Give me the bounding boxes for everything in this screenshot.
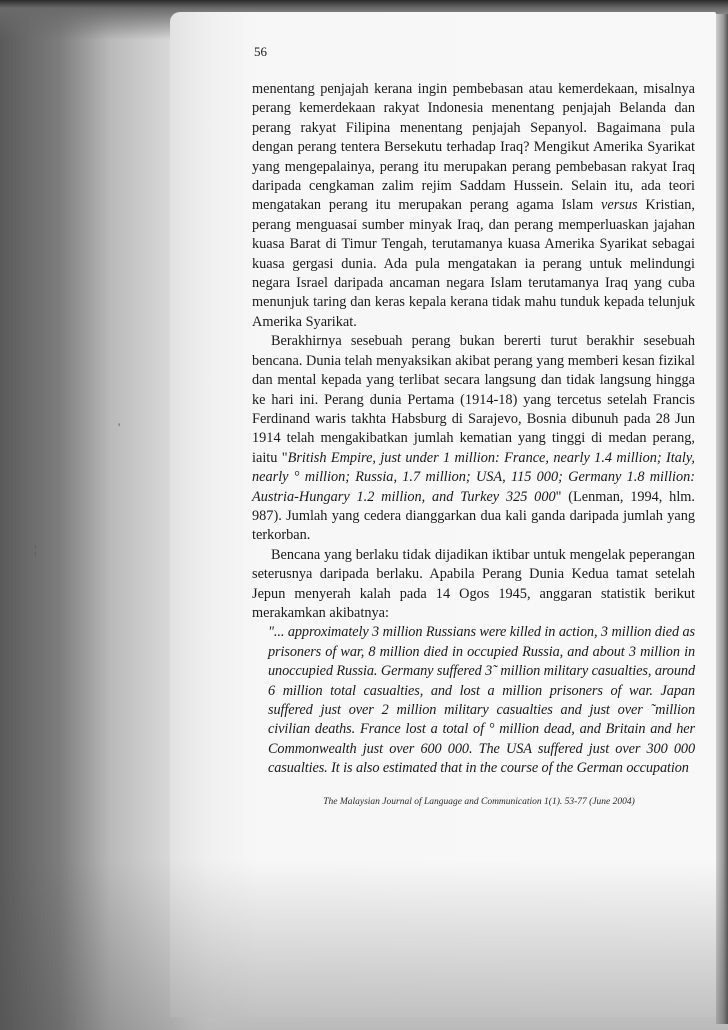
journal-footer: The Malaysian Journal of Language and Communication 1(1). 53-77 (June 2004) — [323, 797, 635, 807]
paragraph-1-rest: Kristian, perang menguasai sumber minyak Iraq, dan perang memperluaskan jajahan kuasa Barat di Timur Tengah, terutamanya kuasa Amerika Syarikat sebagai kuasa gergasi dunia. Ada pula mengatakan ia perang untuk melindungi negara Israel daripada ancaman negara Islam terutamanya Iraq yang cuba menunjuk taring dan keras kepala kerana tidak mahu tunduk kepada telunjuk Amerika Syarikat. — [252, 197, 695, 330]
body-text — [252, 80, 695, 779]
scan-bottom-shade — [0, 860, 728, 1030]
paragraph-2-text-b: " (Lenman, 1994, hlm. 987). Jumlah yang cedera dianggarkan dua kali ganda daripada jumlah yang terkorban. — [252, 488, 695, 544]
casualty-list-italic: British Empire, just under 1 million: France, nearly 1.4 million; Italy, nearly ° million; Russia, 1.7 million; USA, 115 000; Germany 1.8 million: Austria-Hungary 1.2 million, and Turkey 325 000 — [252, 449, 695, 505]
versus-italic: versus — [601, 197, 638, 214]
margin-mark: ' — [118, 420, 121, 434]
paragraph-3: Bencana yang berlaku tidak dijadikan iktibar untuk mengelak peperangan seterusnya daripada berlaku. Apabila Perang Dunia Kedua tamat setelah Jepun menyerah kalah pada 14 Ogos 1945, anggaran statistik berikut merakamkan akibatnya: — [252, 546, 695, 621]
paragraph-2 — [252, 332, 695, 545]
paragraph-1 — [252, 80, 695, 332]
paragraph-2-text-a: Berakhirnya sesebuah perang bukan bererti turut berakhir sesebuah bencana. Dunia telah menyaksikan akibat perang yang memberi kesan fizikal dan mental kepada yang terlibat secara langsung dan tidak langsung hingga ke hari ini. Perang dunia Pertama (1914-18) yang tercetus setelah Francis Ferdinand waris takhta Habsburg di Sarajevo, Bosnia dibunuh pada 28 Jun 1914 telah mengakibatkan jumlah kematian yang tinggi di medan perang, iaitu " — [252, 333, 695, 466]
margin-mark: ¦ — [34, 542, 37, 556]
block-quote: "... approximately 3 million Russians were killed in action, 3 million died as prisoners of war, 8 million died in occupied Russia, and about 3 million in unoccupied Russia. Germany suffered 3˜ million military casualties, around 6 million total casualties, and lost a million prisoners of war. Japan suffered just over 2 million military casualties and just over ˜million civilian deaths. France lost a total of ° million dead, and Britain and her Commonwealth just over 600 000. The USA suffered just over 300 000 casualties. It is also estimated that in the course of the German occupation — [268, 624, 695, 777]
paragraph-1-text: menentang penjajah kerana ingin pembebasan atau kemerdekaan, misalnya perang kemerdekaan rakyat Indonesia menentang penjajah Belanda dan perang rakyat Filipina menentang penjajah Sepanyol. Bagaimana pula dengan perang tentera Bersekutu terhadap Iraq? Mengikut Amerika Syarikat yang mengepalainya, perang itu merupakan perang pembebasan rakyat Iraq daripada cengkaman zalim rejim Saddam Hussein. Selain itu, ada teori mengatakan perang itu merupakan perang agama Islam — [252, 81, 695, 214]
page-number: 56 — [254, 44, 267, 59]
